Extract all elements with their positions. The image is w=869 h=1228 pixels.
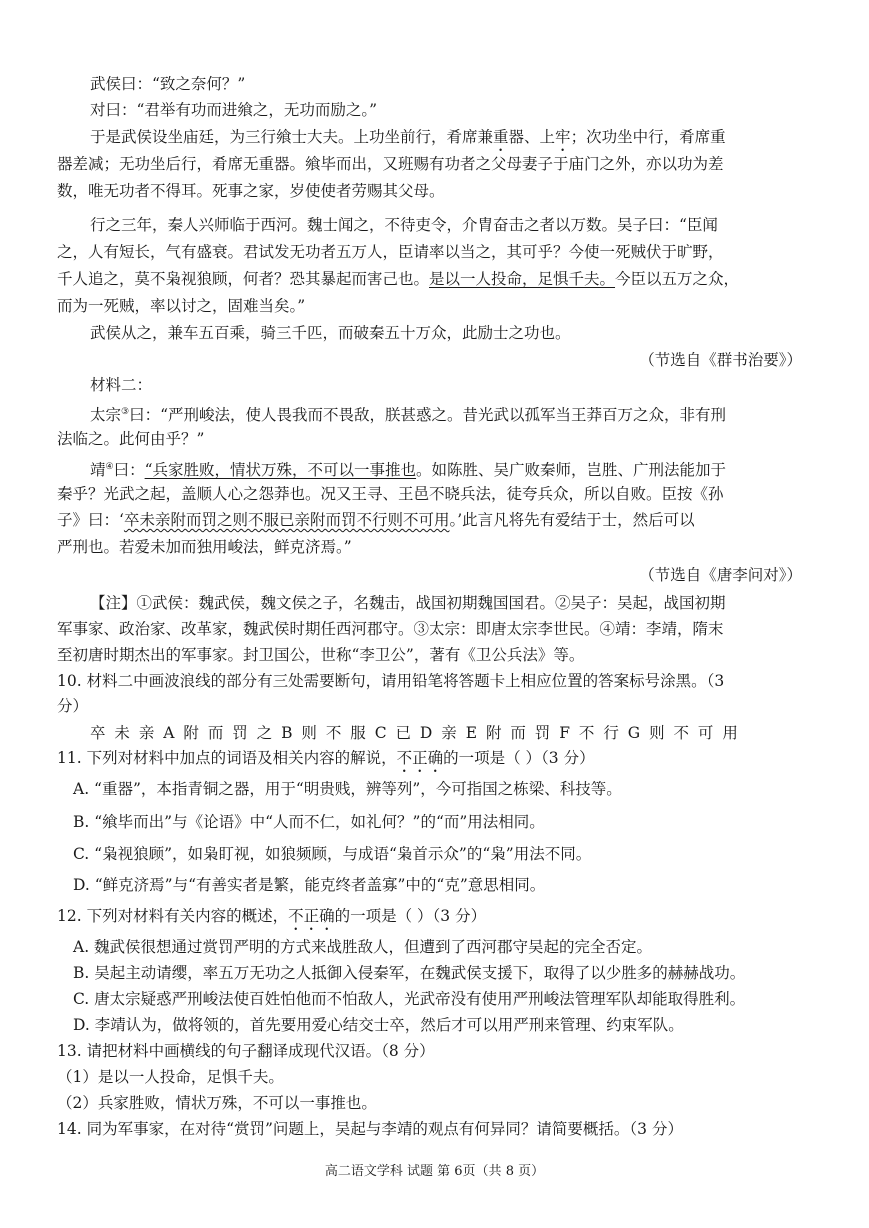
paragraph: 太宗③曰：“严刑峻法，使人畏我而不畏敌，朕甚惑之。昔光武以孤军当王莽百万之众，非有刑 bbox=[90, 406, 727, 425]
translation-item-2: （2）兵家胜败，情状万殊，不可以一事推也。 bbox=[57, 1094, 377, 1112]
paragraph: 之，人有短长，气有盛衰。君试发无功者五万人，臣请率以当之，其可乎？今使一死贼伏于旷野， bbox=[57, 243, 724, 261]
paragraph: 秦乎？光武之起，盖顺人心之怨莽也。况又王寻、王邑不晓兵法，徒夸兵众，所以自败。臣按《孙 bbox=[57, 485, 724, 503]
question-12: 12. 下列对材料有关内容的概述，不正确的一项是（ ）（3 分） bbox=[57, 907, 487, 925]
source-citation: （节选自《群书治要》） bbox=[639, 351, 802, 369]
paragraph: 法临之。此何由乎？” bbox=[57, 430, 205, 448]
paragraph: 严刑也。若爱未加而独用峻法，鲜克济焉。” bbox=[57, 538, 352, 556]
underlined-sentence: “兵家胜败，情状万殊，不可以一事推也 bbox=[144, 461, 417, 480]
option-d: D. “鲜克济焉”与“有善实者是繁，能克终者盖寡”中的“克”意思相同。 bbox=[73, 876, 546, 894]
question-10: 10. 材料二中画波浪线的部分有三处需要断句，请用铅笔将答题卡上相应位置的答案标号涂黑。（3 bbox=[57, 672, 725, 690]
section-heading: 材料二： bbox=[90, 376, 153, 394]
option-b: B. 吴起主动请缨，率五万无功之人抵御入侵秦军，在魏武侯支援下，取得了以少胜多的赫赫战功。 bbox=[73, 964, 746, 982]
paragraph: 武侯从之，兼车五百乘，骑三千匹，而破秦五十万众，此励士之功也。 bbox=[90, 324, 571, 342]
note: 【注】①武侯：魏武侯，魏文侯之子，名魏击，战国初期魏国国君。②吴子：吴起，战国初期 bbox=[90, 594, 726, 612]
question-11: 11. 下列对材料中加点的词语及相关内容的解说，不正确的一项是（ ）（3 分） bbox=[57, 749, 595, 767]
paragraph: 器差减；无功坐后行，肴席无重器。飨毕而出，又班赐有功者之父母妻子于庙门之外，亦以功为差 bbox=[57, 155, 724, 173]
dotted-word: 不正确 bbox=[396, 749, 444, 767]
option-c: C. “枭视狼顾”，如枭盯视，如狼频顾，与成语“枭首示众”的“枭”用法不同。 bbox=[73, 845, 592, 863]
page-footer: 高二语文学科 试题 第 6页（共 8 页） bbox=[324, 1164, 545, 1179]
dotted-word: 牢 bbox=[555, 128, 571, 146]
paragraph: 武侯曰：“致之奈何？” bbox=[90, 75, 246, 93]
dotted-word: 重 bbox=[493, 128, 509, 146]
option-d: D. 李靖认为，做将领的，首先要用爱心结交士卒，然后才可以用严刑来管理、约束军队。 bbox=[73, 1016, 684, 1034]
paragraph: 而为一死贼，率以讨之，固难当矣。” bbox=[57, 297, 306, 315]
paragraph: 子》曰：‘卒未亲附而罚之则不服已亲附而罚不行则不可用。’此言凡将先有爱结于士，然后可以 bbox=[57, 511, 695, 529]
paragraph: 千人追之，莫不枭视狼顾，何者？恐其暴起而害己也。是以一人投命，足惧千夫。今臣以五万之众， bbox=[57, 270, 740, 288]
note: 至初唐时期杰出的军事家。封卫国公，世称“李卫公”，著有《卫公兵法》等。 bbox=[57, 646, 585, 664]
dotted-word: 不正确 bbox=[288, 907, 335, 925]
note: 军事家、政治家、改革家，魏武侯时期任西河郡守。③太宗：即唐太宗李世民。④靖：李靖，隋末 bbox=[57, 620, 724, 638]
paragraph: 行之三年，秦人兴师临于西河。魏士闻之，不待吏令，介胄奋击之者以万数。吴子曰：“臣闻 bbox=[90, 216, 718, 234]
wavy-underlined-sentence: 卒未亲附而罚之则不服已亲附而罚不行则不可用 bbox=[123, 511, 450, 529]
paragraph: 数，唯无功者不得耳。死事之家，岁使使者劳赐其父母。 bbox=[57, 182, 445, 200]
paragraph: 靖④曰：“兵家胜败，情状万殊，不可以一事推也。如陈胜、吴广败秦师，岂胜、广刑法能加于 bbox=[90, 461, 727, 480]
option-b: B. “飨毕而出”与《论语》中“人而不仁，如礼何？”的“而”用法相同。 bbox=[73, 813, 545, 831]
paragraph: 于是武侯设坐庙廷，为三行飨士大夫。上功坐前行，肴席兼重器、上牢；次功坐中行，肴席重 bbox=[90, 128, 726, 146]
question-14: 14. 同为军事家，在对待“赏罚”问题上，吴起与李靖的观点有何异同？请简要概括。（3 分） bbox=[57, 1120, 683, 1138]
question-10-cont: 分） bbox=[57, 697, 89, 715]
paragraph: 对曰：“君举有功而进飨之，无功而励之。” bbox=[90, 101, 378, 119]
translation-item-1: （1）是以一人投命，足惧千夫。 bbox=[57, 1068, 284, 1086]
source-citation: （节选自《唐李问对》） bbox=[639, 566, 802, 584]
sentence-break-options: 卒 未 亲 A 附 而 罚 之 B 则 不 服 C 已 D 亲 E 附 而 罚 F 不 行 G 则 不 可 用 bbox=[90, 724, 740, 742]
option-a: A. 魏武侯很想通过赏罚严明的方式来战胜敌人，但遭到了西河郡守吴起的完全否定。 bbox=[73, 938, 653, 956]
underlined-sentence: 是以一人投命，足惧千夫。 bbox=[429, 270, 616, 288]
question-13: 13. 请把材料中画横线的句子翻译成现代汉语。（8 分） bbox=[57, 1042, 435, 1060]
option-a: A. “重器”，本指青铜之器，用于“明贵贱，辨等列”，今可指国之栋梁、科技等。 bbox=[73, 780, 622, 798]
option-c: C. 唐太宗疑惑严刑峻法使百姓怕他而不怕敌人，光武帝没有使用严刑峻法管理军队却能取得胜利。 bbox=[73, 990, 746, 1008]
